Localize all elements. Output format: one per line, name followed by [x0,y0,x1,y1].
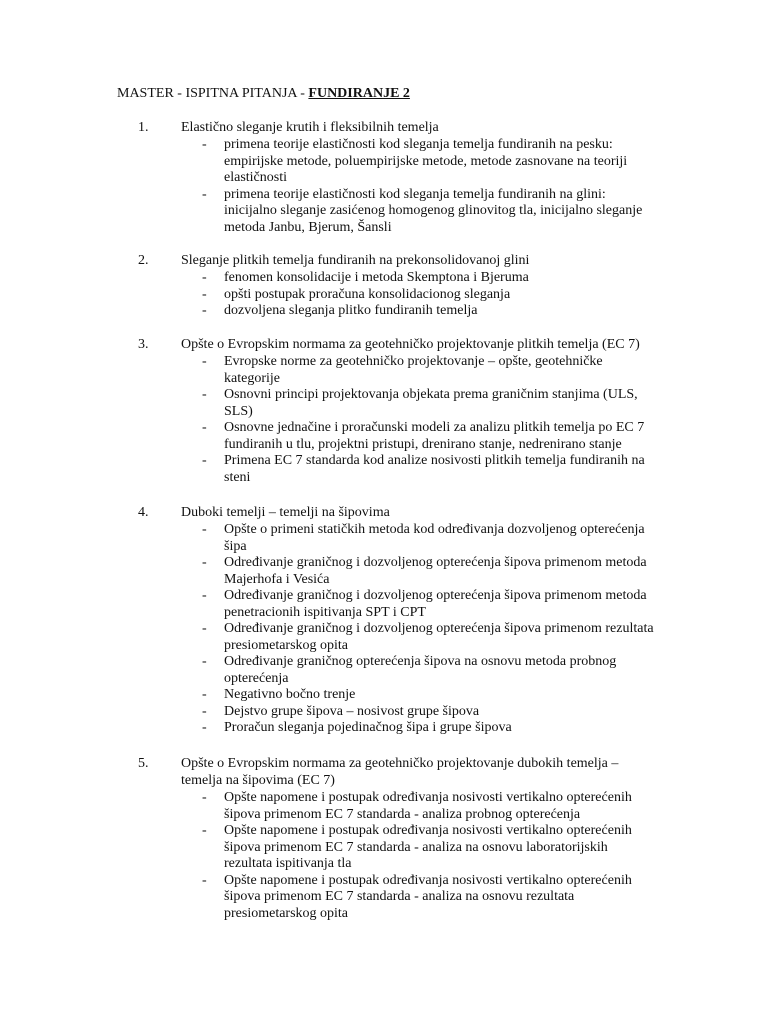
list-item-text: Opšte o primeni statičkih metoda kod određivanja dozvoljenog opterećenja šipa [224,522,645,554]
section-items [0,354,768,486]
list-item-text: Dejstvo grupe šipova – nosivost grupe šipova [224,703,480,719]
list-item-text: Opšte napomene i postupak određivanja nosivosti vertikalno opterećenih šipova primenom EC 7 standarda - analiza probnog opterećenja [224,790,632,822]
dash-bullet: - [202,588,207,603]
dash-bullet: - [202,522,207,537]
dash-bullet: - [202,872,207,888]
section-number: 1. [138,120,149,135]
list-item-text: Osnovne jednačine i proračunski modeli za analizu plitkih temelja po EC 7 fundiranih u tlu, projektni pristupi, drenirano stanje, nedrenirano stanje [224,420,645,452]
list-item [0,354,768,387]
list-item-text: opšti postupak proračuna konsolidacionog sleganja [224,286,511,302]
dash-bullet: - [202,387,207,402]
list-item [0,588,768,621]
dash-bullet: - [202,823,207,838]
dash-bullet: - [202,790,207,805]
list-item [0,187,768,237]
section-number: 5. [138,756,149,771]
dash-bullet: - [202,286,207,302]
document-title [117,86,410,103]
title-subject: FUNDIRANJE 2 [308,86,410,101]
list-item-text: Određivanje graničnog i dozvoljenog opterećenja šipova primenom rezultata presiometarskog opita [224,621,654,653]
list-item-text: primena teorije elastičnosti kod sleganja temelja fundiranih na glini: inicijalno sleganje zasićenog homogenog glinovitog tla, inicijalno sleganje metoda Janbu, Bjerum, Šansli [224,186,643,235]
section-heading: Elastično sleganje krutih i fleksibilnih temelja [181,120,439,135]
list-item [0,790,768,823]
section-heading: Sleganje plitkih temelja fundiranih na prekonsolidovanoj glini [181,253,530,268]
section-items [0,270,768,320]
list-item [0,687,768,704]
list-item [0,453,768,486]
section-heading: Duboki temelji – temelji na šipovima [181,505,390,520]
dash-bullet: - [202,453,207,468]
list-item-text: Evropske norme za geotehničko projektovanje – opšte, geotehničke kategorije [224,354,603,386]
dash-bullet: - [202,703,207,719]
list-item-text: fenomen konsolidacije i metoda Skemptona i Bjeruma [224,270,529,285]
title-prefix: MASTER - ISPITNA PITANJA - [117,86,309,101]
list-item [0,522,768,555]
list-item-text: primena teorije elastičnosti kod sleganja temelja fundiranih na pesku: empirijske metode, poluempirijske metode, metode zasnovane na teoriji elastičnosti [224,137,628,185]
list-item-text: Određivanje graničnog i dozvoljenog opterećenja šipova primenom metoda Majerhofa i Vesića [224,555,647,587]
dash-bullet: - [202,555,207,570]
section-number: 4. [138,505,149,520]
list-item-text: Osnovni principi projektovanja objekata prema graničnim stanjima (ULS, SLS) [224,387,638,419]
section-items [0,522,768,737]
list-item [0,387,768,420]
dash-bullet: - [202,354,207,369]
list-item [0,270,768,287]
section-heading: Opšte o Evropskim normama za geotehničko projektovanje dubokih temelja – temelja na šipovima (EC 7) [181,756,619,788]
list-item-text: Negativno bočno trenje [224,687,356,702]
dash-bullet: - [202,137,207,152]
list-item-text: Određivanje graničnog i dozvoljenog opterećenja šipova primenom metoda penetracionih ispitivanja SPT i CPT [224,588,647,620]
section-number: 2. [138,253,149,268]
list-item [0,823,768,873]
list-item [0,303,768,320]
dash-bullet: - [202,303,207,318]
section-heading: Opšte o Evropskim normama za geotehničko projektovanje plitkih temelja (EC 7) [181,337,640,352]
dash-bullet: - [202,720,207,735]
list-item-text: Određivanje graničnog opterećenja šipova na osnovu metoda probnog opterećenja [224,654,617,686]
list-item [0,654,768,687]
dash-bullet: - [202,621,207,636]
list-item-text: Primena EC 7 standarda kod analize nosivosti plitkih temelja fundiranih na steni [224,453,645,485]
list-item [0,137,768,187]
list-item [0,704,768,721]
dash-bullet: - [202,654,207,669]
list-item [0,720,768,737]
section-items [0,137,768,236]
dash-bullet: - [202,687,207,702]
dash-bullet: - [202,270,207,285]
dash-bullet: - [202,186,207,202]
dash-bullet: - [202,420,207,435]
list-item-text: dozvoljena sleganja plitko fundiranih temelja [224,303,478,318]
section-items [0,790,768,922]
list-item-text: Opšte napomene i postupak određivanja nosivosti vertikalno opterećenih šipova primenom EC 7 standarda - analiza na osnovu rezultata presiometarskog opita [224,872,632,921]
list-item [0,287,768,304]
list-item [0,555,768,588]
list-item [0,420,768,453]
list-item [0,621,768,654]
list-item [0,873,768,923]
list-item-text: Opšte napomene i postupak određivanja nosivosti vertikalno opterećenih šipova primenom EC 7 standarda - analiza na osnovu laboratorijskih rezultata ispitivanja tla [224,823,632,871]
list-item-text: Proračun sleganja pojedinačnog šipa i grupe šipova [224,720,512,735]
section-number: 3. [138,337,149,352]
